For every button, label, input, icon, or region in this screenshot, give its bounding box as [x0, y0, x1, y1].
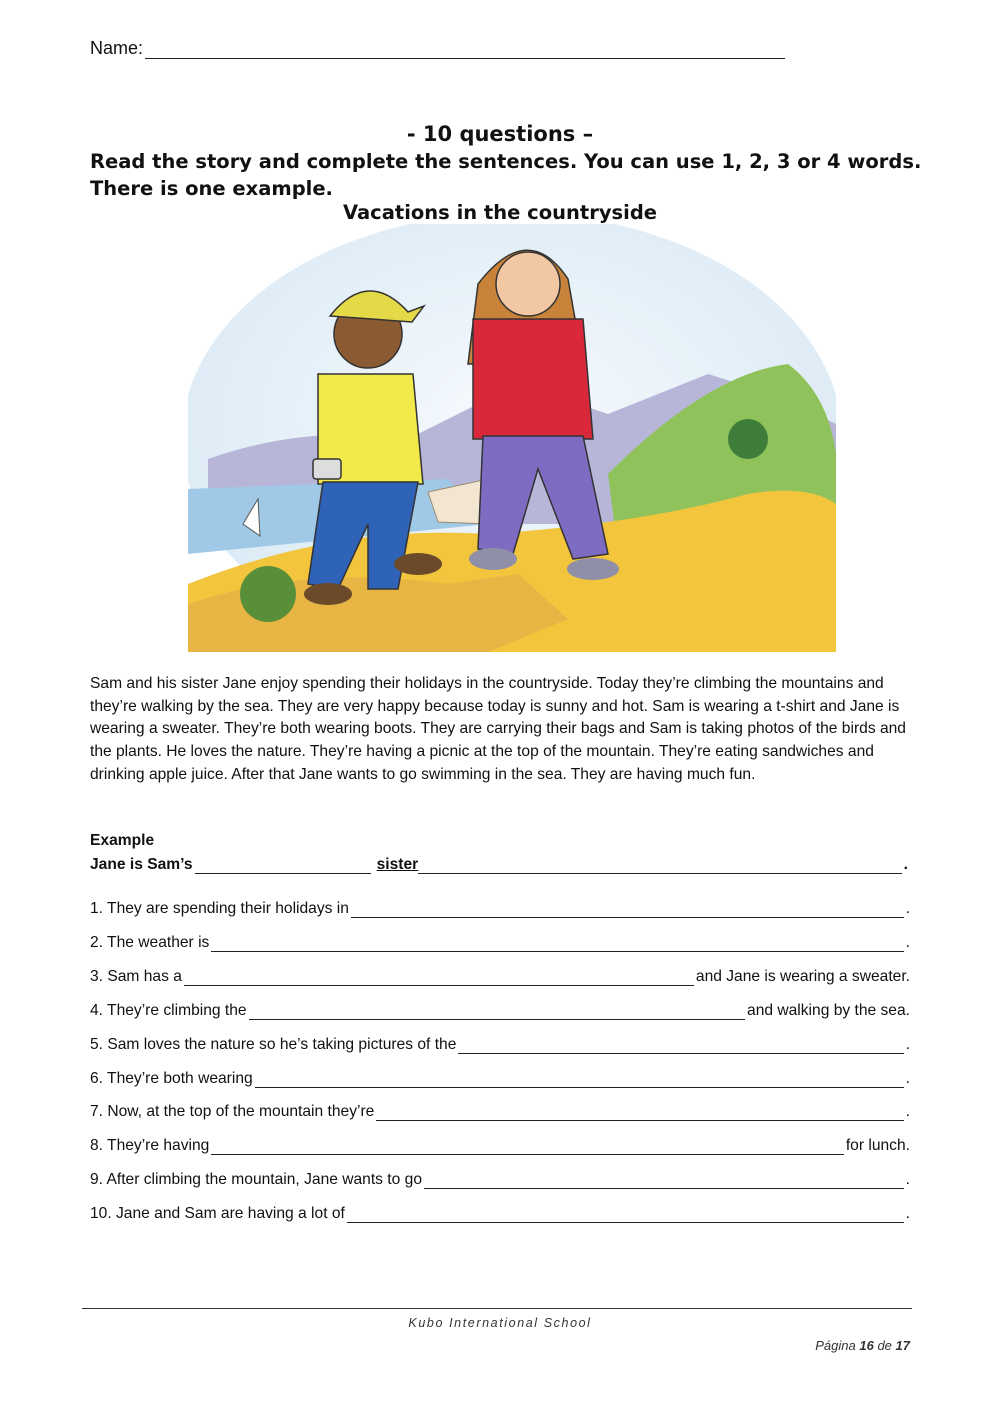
answer-blank[interactable] [211, 935, 903, 952]
story-illustration [188, 224, 836, 652]
question-6 [90, 1070, 910, 1088]
answer-blank[interactable] [424, 1172, 904, 1189]
question-suffix: . [905, 1205, 910, 1222]
question-suffix: . [905, 900, 910, 917]
question-suffix: and Jane is wearing a sweater. [695, 968, 910, 985]
page-current: 16 [859, 1338, 874, 1353]
answer-blank[interactable] [249, 1003, 745, 1020]
question-4 [90, 1002, 910, 1020]
example-label: Example [90, 832, 155, 849]
question-count-heading: - 10 questions – [406, 122, 594, 146]
question-prefix: 4. They’re climbing the [90, 1002, 247, 1019]
question-5 [90, 1036, 910, 1054]
jane-head [496, 252, 560, 316]
example-sentence [90, 856, 908, 874]
question-3 [90, 968, 910, 986]
question-prefix: 7. Now, at the top of the mountain they’re [90, 1103, 375, 1120]
bush-right [728, 419, 768, 459]
page-total: 17 [895, 1338, 910, 1353]
question-prefix: 5. Sam loves the nature so he’s taking pictures of the [90, 1036, 457, 1053]
answer-blank[interactable] [255, 1071, 904, 1088]
question-7 [90, 1103, 910, 1121]
question-suffix: . [905, 1103, 910, 1120]
example-prefix: Jane is Sam’s [90, 856, 193, 873]
jane-boot-left [469, 548, 517, 570]
question-prefix: 2. The weather is [90, 934, 210, 951]
question-suffix: . [905, 1036, 910, 1053]
name-blank[interactable] [145, 40, 785, 59]
answer-blank[interactable] [376, 1104, 903, 1121]
page-of: de [877, 1338, 892, 1353]
page-number [815, 1338, 910, 1353]
question-prefix: 1. They are spending their holidays in [90, 900, 349, 917]
answer-blank[interactable] [184, 969, 694, 986]
question-prefix: 3. Sam has a [90, 968, 182, 985]
question-suffix: . [905, 1171, 910, 1188]
question-suffix: and walking by the sea. [747, 1002, 910, 1019]
footer-divider [82, 1308, 912, 1309]
name-field[interactable] [90, 38, 785, 59]
question-2 [90, 934, 910, 952]
sam-boot-right [394, 553, 442, 575]
story-title: Vacations in the countryside [343, 201, 657, 224]
question-10 [90, 1205, 910, 1223]
example-answer: sister [376, 856, 419, 873]
bush-left [240, 566, 296, 622]
answer-blank[interactable] [211, 1138, 844, 1155]
camera [313, 459, 341, 479]
question-8 [90, 1137, 910, 1155]
question-1 [90, 900, 910, 918]
answer-blank[interactable] [347, 1206, 904, 1223]
jane-boot-right [567, 558, 619, 580]
question-prefix: 9. After climbing the mountain, Jane wants to go [90, 1171, 422, 1188]
question-prefix: 10. Jane and Sam are having a lot of [90, 1205, 345, 1222]
footer-school-name: Kubo International School [408, 1316, 592, 1330]
question-prefix: 6. They’re both wearing [90, 1070, 253, 1087]
example-blank [195, 857, 371, 874]
answer-blank[interactable] [458, 1037, 903, 1054]
page-word: Página [815, 1338, 856, 1353]
story-text: Sam and his sister Jane enjoy spending their holidays in the countryside. Today they’re climbing the mountains and they’re walking by the sea. They are very happy because today is sunny and hot. Sam is wearing a t-shirt and Jane is wearing a sweater. They’re both wearing boots. They are carrying their bags and Sam is taking photos of the birds and the plants. He loves the nature. They’re having a picnic at the top of the mountain. They’re eating sandwiches and drinking apple juice. After that Jane wants to go swimming in the sea. They are having much fun. [90, 675, 906, 783]
question-suffix: for lunch. [845, 1137, 910, 1154]
jane-sweater [473, 319, 593, 439]
question-prefix: 8. They’re having [90, 1137, 210, 1154]
answer-blank[interactable] [351, 901, 904, 918]
instructions-heading: Read the story and complete the sentences. You can use 1, 2, 3 or 4 words. There is one example. [90, 150, 922, 200]
name-label: Name: [90, 38, 144, 58]
example-answer-underline [418, 857, 901, 874]
question-suffix: . [905, 934, 910, 951]
example-end: . [903, 856, 908, 873]
question-suffix: . [905, 1070, 910, 1087]
sam-boot-left [304, 583, 352, 605]
question-9 [90, 1171, 910, 1189]
